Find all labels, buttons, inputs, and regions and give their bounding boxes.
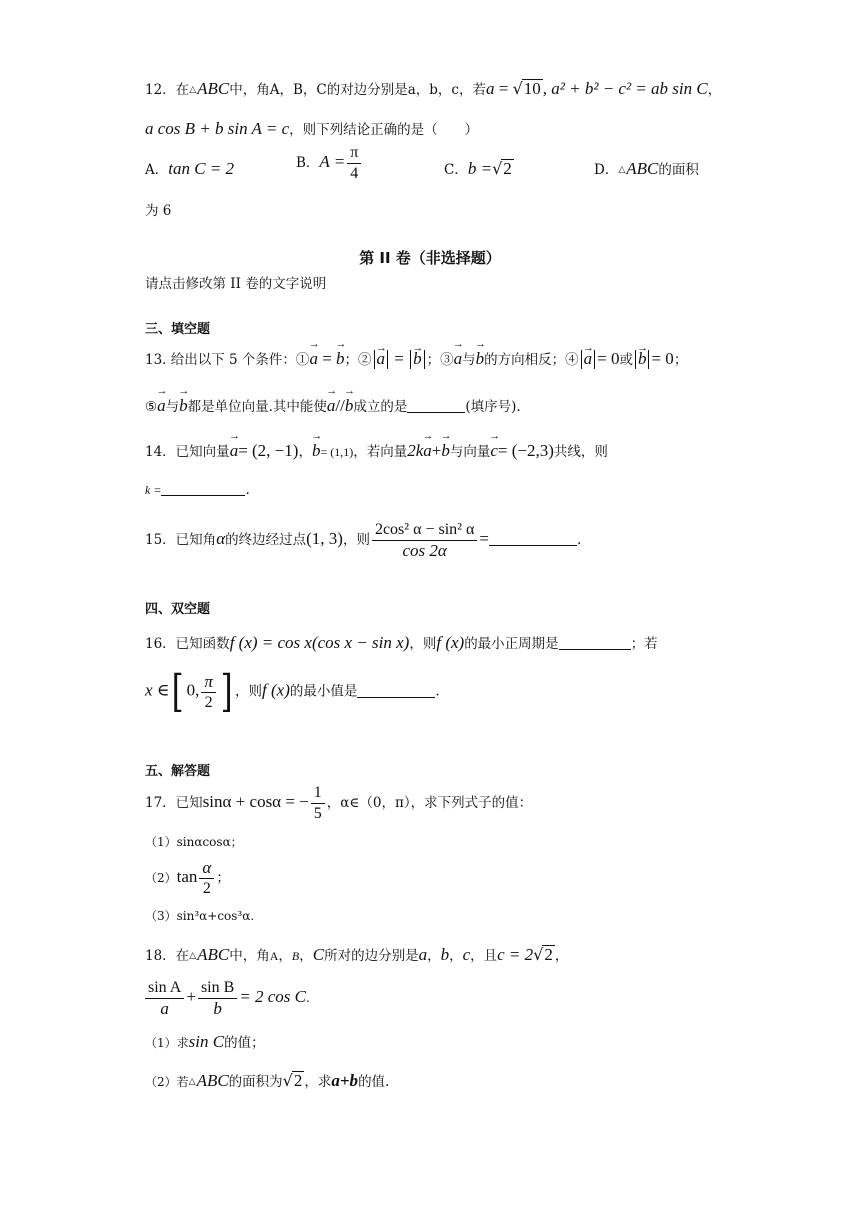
- frac-den: 2: [202, 880, 211, 897]
- vector-b: → b: [179, 396, 188, 416]
- comma: ，: [707, 82, 722, 98]
- q18-text: （2）若: [145, 1075, 189, 1089]
- q13-text: 都是单位向量.其中能使: [187, 399, 327, 415]
- angle-c: C: [312, 945, 325, 964]
- q13-text: 或: [619, 352, 633, 368]
- alpha: α: [216, 529, 226, 548]
- q12-number: 12．在: [145, 82, 190, 98]
- q12-option-b: [296, 143, 363, 184]
- q18-text: ，求: [304, 1074, 332, 1090]
- side-c: c: [462, 945, 471, 964]
- triangle-abc: ABC: [196, 1071, 229, 1090]
- q16-fx: f (x): [436, 633, 465, 652]
- q13-text: ⑤: [145, 399, 158, 415]
- q15-text: 15．已知角: [145, 532, 217, 548]
- q13-text: 13. 给出以下 5 个条件：①: [145, 352, 310, 368]
- triangle-abc: ABC: [197, 945, 230, 964]
- angle-a: A: [269, 949, 279, 963]
- q13-text: 与: [165, 399, 180, 415]
- q12-text: 的对边分别是: [326, 82, 408, 98]
- vector-b: → b: [336, 349, 345, 369]
- side-a: a: [418, 945, 428, 964]
- q18-text: 所对的边分别是: [324, 948, 419, 964]
- q13-line1: [145, 348, 687, 369]
- option-label: C．: [444, 162, 468, 178]
- q14-expr: = (2, −1): [238, 441, 299, 460]
- q18-text: .: [306, 991, 310, 1005]
- q16-interval: 0,: [186, 680, 200, 700]
- q18-line2: [143, 978, 310, 1019]
- q14-text: ，若向量: [353, 444, 408, 460]
- q18-text: ，且: [470, 948, 498, 964]
- frac-num: π: [347, 143, 361, 164]
- q13-text: ；③: [426, 352, 454, 368]
- q15-text: .: [576, 532, 582, 548]
- q12-text: ，若: [458, 82, 486, 98]
- parallel-symbol: //: [335, 396, 345, 415]
- q16-text: 16．已知函数: [145, 636, 230, 652]
- q14-expr: k =: [145, 483, 162, 497]
- q15-text: ，则: [342, 532, 370, 548]
- q16-text: ；若: [630, 636, 658, 652]
- sqrt-10: 10: [523, 79, 541, 98]
- frac-den: a: [160, 999, 169, 1018]
- q12-condition-eq: , a² + b² − c² = ab sin C: [542, 79, 708, 98]
- q12-line4: 为 6: [145, 203, 172, 219]
- heading-answer: 五、解答题: [145, 764, 211, 779]
- a-plus-b: a+b: [331, 1071, 359, 1090]
- answer-blank[interactable]: [559, 635, 631, 650]
- q12-option-a: [145, 158, 234, 179]
- q18-text: ，: [278, 948, 292, 964]
- sqrt-2: 2: [544, 945, 553, 964]
- angle-b: B: [291, 949, 300, 963]
- vector-b: → b: [345, 396, 354, 416]
- q13-text: 与: [462, 352, 476, 368]
- var-a: a: [485, 79, 495, 98]
- vector-a: → a: [327, 396, 336, 416]
- q14-text: ，: [298, 444, 312, 460]
- vector-a: → a: [584, 350, 593, 368]
- equals: =: [479, 529, 489, 548]
- frac-num: 1: [311, 783, 325, 804]
- option-expr: tan C = 2: [168, 159, 235, 178]
- q15-line: [145, 520, 581, 561]
- q12-question: ，则下列结论正确的是（ ）: [289, 122, 479, 138]
- vector-b: → b: [312, 441, 321, 461]
- q13-text: 的方向相反；④: [484, 352, 579, 368]
- q18-text: 的值；: [224, 1035, 265, 1051]
- equals: =: [394, 349, 404, 368]
- q18-line1: 18．在△ABC中，角A，B，C所对的边分别是a，b，c，且c = 2√2 ，: [145, 945, 569, 964]
- q16-line2: x ∈[ 0, $\frac{\pi}{2}$ ] ，则f (x)的最小值是 .: [145, 666, 440, 717]
- q12-condition-eq2: a cos B + b sin A = c: [145, 119, 290, 138]
- heading-double-blank: 四、双空题: [145, 602, 211, 617]
- q13-text: ；: [673, 352, 688, 368]
- q16-function: f (x) = cos x(cos x − sin x): [229, 633, 410, 652]
- q17-expr: sinα + cosα = −: [202, 792, 309, 811]
- q16-text: .: [435, 683, 440, 700]
- equals: =: [322, 349, 332, 368]
- answer-blank[interactable]: [357, 683, 435, 698]
- q18-sub2: （2）若△ABC的面积为√2 ，求a+b的值.: [145, 1071, 390, 1090]
- option-expr: b =: [467, 159, 493, 178]
- option-label: A．: [145, 162, 169, 178]
- vector-a: → a: [157, 396, 166, 416]
- q13-text: (填序号).: [465, 399, 521, 415]
- frac-num: 2cos² α − sin² α: [372, 520, 477, 541]
- q17-sub3: （3）sin³α+cos³α.: [145, 909, 255, 923]
- side-b: b: [440, 945, 450, 964]
- section-title: 第 II 卷（非选择题）: [359, 249, 501, 267]
- plus: +: [431, 441, 442, 460]
- option-label: B．: [296, 155, 320, 171]
- point-1-3: (1, 3): [306, 529, 343, 548]
- vector-c: → c: [490, 441, 498, 461]
- q12-text: 中，角: [229, 82, 270, 98]
- q18-expr: c = 2: [497, 945, 534, 964]
- vector-a: → a: [230, 441, 239, 461]
- q12-line2: [145, 118, 478, 139]
- q18-text: ，: [427, 948, 441, 964]
- sqrt-2: 2: [293, 1071, 303, 1090]
- q16-text: 的最小正周期是: [464, 636, 559, 652]
- vector-b: → b: [441, 441, 450, 461]
- frac-den: cos 2α: [402, 541, 447, 560]
- q13-text: 成立的是: [353, 399, 408, 415]
- frac-num: π: [201, 672, 216, 693]
- q18-text: ，: [554, 948, 569, 964]
- frac-num: α: [199, 858, 214, 879]
- q18-text: 的面积为: [228, 1074, 283, 1090]
- frac-den: 5: [313, 805, 322, 822]
- q18-text: 的值.: [358, 1074, 390, 1090]
- triangle-abc: ABC: [626, 159, 659, 178]
- sqrt-symbol: √: [512, 79, 523, 98]
- vector-b: → b: [476, 349, 485, 369]
- q16-line1: [145, 632, 658, 653]
- q13-line2: [145, 395, 521, 416]
- q18-sub1: [145, 1031, 265, 1052]
- answer-blank[interactable]: [161, 481, 245, 496]
- plus: +: [186, 987, 196, 1006]
- vector-a: → a: [377, 350, 386, 368]
- option-label: D．: [594, 162, 619, 178]
- q16-text: ，则: [235, 683, 263, 700]
- vector-b: → b: [638, 350, 647, 368]
- frac-den: 4: [350, 165, 359, 182]
- q14-expr: = (1,1): [320, 445, 354, 459]
- q13-text: ；②: [344, 352, 372, 368]
- q17-text: 17．已知: [145, 795, 203, 811]
- q14-text: 共线，则: [553, 444, 608, 460]
- q12-option-c: C．b =√2: [444, 159, 512, 178]
- q14-expr: 2k: [407, 441, 424, 460]
- q13-expr: = 0: [597, 349, 620, 368]
- frac-num: sin B: [198, 978, 237, 999]
- vector-a: → a: [309, 349, 318, 369]
- q14-text: 与向量: [449, 444, 491, 460]
- q16-expr: x ∈: [145, 680, 170, 700]
- q18-expr: = 2 cos C: [239, 987, 307, 1006]
- q18-text: 中，角: [229, 948, 270, 964]
- q17-text: ，α∈（0，π），求下列式子的值：: [326, 795, 533, 811]
- q16-fx: f (x): [262, 680, 290, 700]
- answer-blank[interactable]: [407, 398, 465, 413]
- q12-angles: A，B，C: [269, 82, 327, 98]
- option-expr: A =: [319, 152, 346, 171]
- q17-sub1: （1）sinαcosα；: [145, 835, 243, 849]
- q14-line1: [145, 440, 608, 461]
- vector-a: → a: [423, 441, 432, 461]
- heading-fill-blank: 三、填空题: [145, 322, 211, 337]
- q17-text: ；: [216, 870, 230, 886]
- vector-b: → b: [413, 350, 422, 368]
- q14-text: 14．已知向量: [145, 444, 230, 460]
- q18-text: （1）求: [145, 1036, 189, 1050]
- tan: tan: [176, 867, 198, 886]
- q12-line1: 12．在△ABC中，角A，B，C的对边分别是a，b，c，若a = √10 , a² + b² − c² = ab sin C，: [145, 79, 722, 98]
- q14-text: .: [245, 482, 250, 498]
- q18-text: ，: [449, 948, 463, 964]
- answer-blank[interactable]: [489, 531, 577, 546]
- q16-text: 的最小值是: [289, 683, 358, 700]
- frac-den: b: [213, 999, 222, 1018]
- q18-text: ，: [299, 948, 313, 964]
- q14-line2: [145, 481, 250, 498]
- q17-text: （2）: [145, 871, 177, 885]
- q13-expr: = 0: [651, 349, 674, 368]
- q12-sides: a，b，c: [407, 82, 459, 98]
- equals: =: [498, 79, 509, 98]
- frac-den: 2: [204, 693, 213, 711]
- frac-num: sin A: [145, 978, 184, 999]
- option-text: 的面积: [658, 162, 699, 178]
- q17-line1: [145, 783, 532, 824]
- q14-expr: = (−2,3): [497, 441, 554, 460]
- sqrt-2: 2: [503, 159, 512, 178]
- q12-option-d: D．△ABC的面积: [594, 159, 699, 178]
- q16-text: ，则: [409, 636, 437, 652]
- vector-a: → a: [454, 349, 463, 369]
- q15-text: 的终边经过点: [225, 532, 307, 548]
- triangle-abc: ABC: [197, 79, 230, 98]
- section-note[interactable]: 请点击修改第 II 卷的文字说明: [145, 276, 327, 292]
- sin-c: sin C: [188, 1032, 225, 1051]
- q17-sub2: [145, 858, 230, 899]
- q18-text: 18．在: [145, 948, 190, 964]
